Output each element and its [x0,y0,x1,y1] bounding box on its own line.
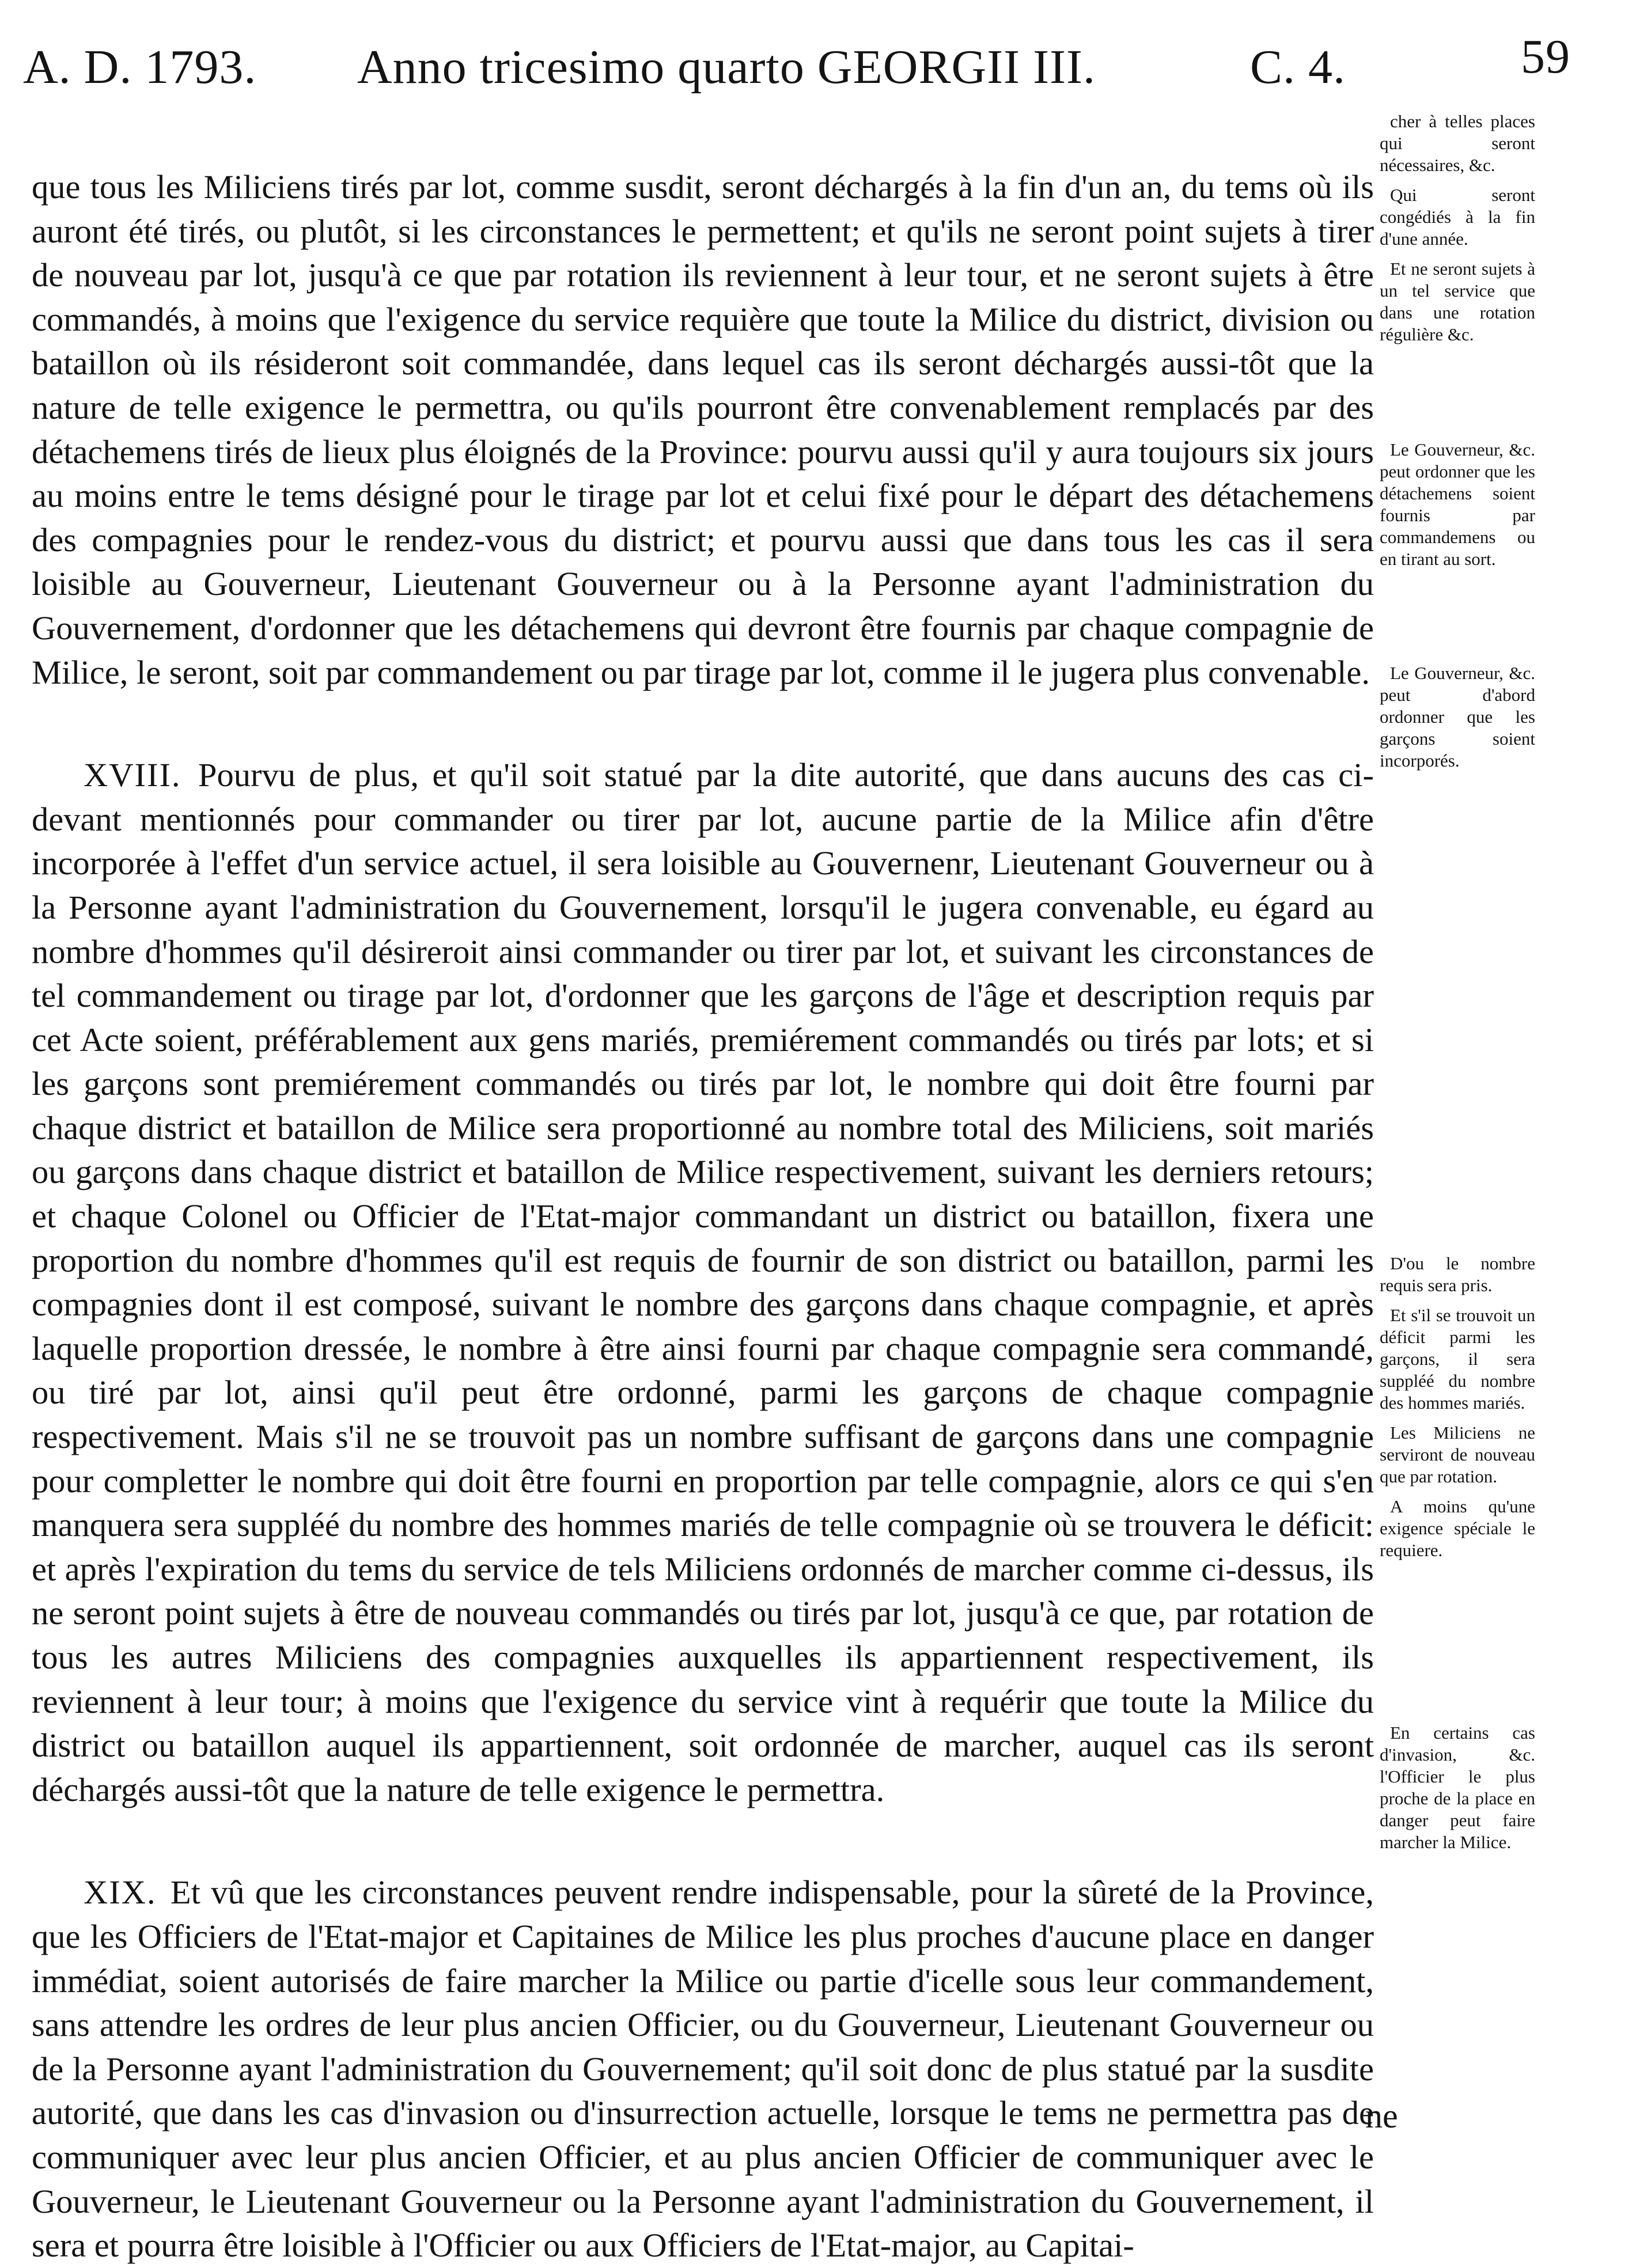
section-xix-text: Et vû que les circonstances peuvent rendre indispensable, pour la sûreté de la Province, que les Officiers de l'Etat-major et Capitaines de Milice les plus proches d'aucune place en danger immédiat, soient autorisés de faire marcher la Milice ou partie d'icelle sous leur commandement, sans attendre les ordres de leur plus ancien Officier, ou du Gouverneur, Lieutenant Gouverneur ou de la Personne ayant l'administration du Gouvernement; qu'il soit donc de plus statué par la susdite autorité, que dans les cas d'invasion ou d'insurrection actuelle, lorsque le tems ne permettra pas de communiquer avec leur plus ancien Officier, et au plus ancien Officier de communiquer avec le Gouverneur, le Lieutenant Gouverneur ou la Personne ayant l'administration du Gouvernement, il sera et pourra être loisible à l'Officier ou aux Officiers de l'Etat-major, au Capitai- [32,1873,1374,2265]
page-number: 59 [1521,30,1570,84]
header-chapter: C. 4. [1250,40,1346,94]
running-head [23,23,1601,115]
header-year: A. D. 1793. [23,40,257,94]
continued-paragraph: que tous les Miliciens tirés par lot, comme susdit, seront déchargés à la fin d'un an, du tems où ils auront été tirés, ou plutôt, si les circonstances le permettent; et qu'ils ne seront point sujets à tirer de nouveau par lot, jusqu'à ce que par rotation ils reviennent à leur tour, et ne seront sujets à être commandés, à moins que l'exigence du service requière que toute la Milice du district, division ou bataillon où ils résideront soit commandée, dans lequel cas ils seront déchargés aussi-tôt que la nature de telle exigence le permettra, ou qu'ils pourront être convenablement remplacés par des détachemens tirés de lieux plus éloignés de la Province: pourvu aussi qu'il y aura toujours six jours au moins entre le tems désigné pour le tirage par lot et celui fixé pour le départ des détachemens des compagnies pour le rendez-vous du district; et pourvu aussi que dans tous les cas il sera loisible au Gouverneur, Lieutenant Gouverneur ou à la Personne ayant l'administration du Gouvernement, d'ordonner que les détachemens qui devront être fournis par chaque compagnie de Milice, le seront, soit par commandement ou par tirage par lot, comme il le jugera plus convenable. [32,168,1374,691]
margin-notes-group-1 [1380,111,1535,346]
margin-notes-group-2 [1380,439,1535,570]
margin-note: Et s'il se trouvoit un déficit parmi les garçons, il sera suppléé du nombre des hommes mariés. [1380,1305,1535,1413]
catchword: ne [1365,2097,1398,2135]
section-xviii [32,753,1374,1812]
section-xix-number: XIX. [84,1873,157,1912]
margin-note: cher à telles places qui seront nécessaires, &c. [1380,111,1535,175]
section-xviii-text: Pourvu de plus, et qu'il soit statué par la dite autorité, que dans aucuns des cas ci-devant mentionnés pour commander ou tirer par lot, aucune partie de la Milice afin d'être incorporée à l'effet d'un service actuel, il sera loisible au Gouvernenr, Lieutenant Gouverneur ou à la Personne ayant l'administration du Gouvernement, lorsqu'il le jugera convenable, eu égard au nombre d'hommes qu'il désireroit ainsi commander ou tirer par lot, et suivant les circonstances de tel commandement ou tirage par lot, d'ordonner que les garçons de l'âge et description requis par cet Acte soient, préférablement aux gens mariés, premiérement commandés ou tirés par lots; et si les garçons sont premiérement commandés ou tirés par lot, le nombre qui doit être fourni par chaque district et bataillon de Milice sera proportionné au nombre total des Miliciens, soit mariés ou garçons dans chaque district et bataillon de Milice respectivement, suivant les derniers retours; et chaque Colonel ou Officier de l'Etat-major commandant un district ou bataillon, fixera une proportion du nombre d'hommes qu'il est requis de fournir de son district ou bataillon, parmi les compagnies dont il est composé, suivant le nombre des garçons dans chaque compagnie, et après laquelle proportion dressée, le nombre à être ainsi fourni par chaque compagnie sera commandé, ou tiré par lot, ainsi qu'il peut être ordonné, parmi les garçons de chaque compagnie respectivement. Mais s'il ne se trouvoit pas un nombre suffisant de garçons dans une compagnie pour completter le nombre qui doit être fourni en proportion par telle compagnie, alors ce qui s'en manquera sera suppléé du nombre des hommes mariés de telle compagnie où se trouvera le déficit: et après l'expiration du tems du service de tels Miliciens ordonnés de marcher comme ci-dessus, ils ne seront point sujets à être de nouveau commandés ou tirés par lot, jusqu'à ce que, par rotation de tous les autres Miliciens des compagnies auxquelles ils appartiennent respectivement, ils reviennent à leur tour; à moins que l'exigence du service vint à requérir que toute la Milice du district ou bataillon auquel ils appartiennent, soit ordonnée de marcher, auquel cas ils seront déchargés aussi-tôt que la nature de telle exigence le permettra. [32,756,1374,1808]
margin-note: A moins qu'une exigence spéciale le requiere. [1380,1496,1535,1560]
margin-note: Et ne seront sujets à un tel service que dans une rotation régulière &c. [1380,259,1535,344]
margin-notes-group-3 [1380,662,1535,772]
margin-notes-group-4 [1380,1253,1535,1561]
margin-note: Qui seront congédiés à la fin d'une année. [1380,185,1535,249]
margin-note: Le Gouverneur, &c. peut d'abord ordonner que les garçons soient incorporés. [1380,663,1535,771]
margin-note: En certains cas d'invasion, &c. l'Officier le plus proche de la place en danger peut faire marcher la Milice. [1380,1723,1535,1852]
margin-note: Le Gouverneur, &c. peut ordonner que les détachemens soient fournis par commandemens ou en tirant au sort. [1380,439,1535,569]
main-text [32,107,1374,2268]
section-xix [32,1871,1374,2267]
margin-notes-group-5 [1380,1722,1535,1853]
section-xviii-number: XVIII. [84,756,181,794]
margin-note: D'ou le nombre requis sera pris. [1380,1253,1535,1295]
header-title: Anno tricesimo quarto GEORGII III. [357,40,1096,94]
margin-note: Les Miliciens ne serviront de nouveau que par rotation. [1380,1423,1535,1486]
